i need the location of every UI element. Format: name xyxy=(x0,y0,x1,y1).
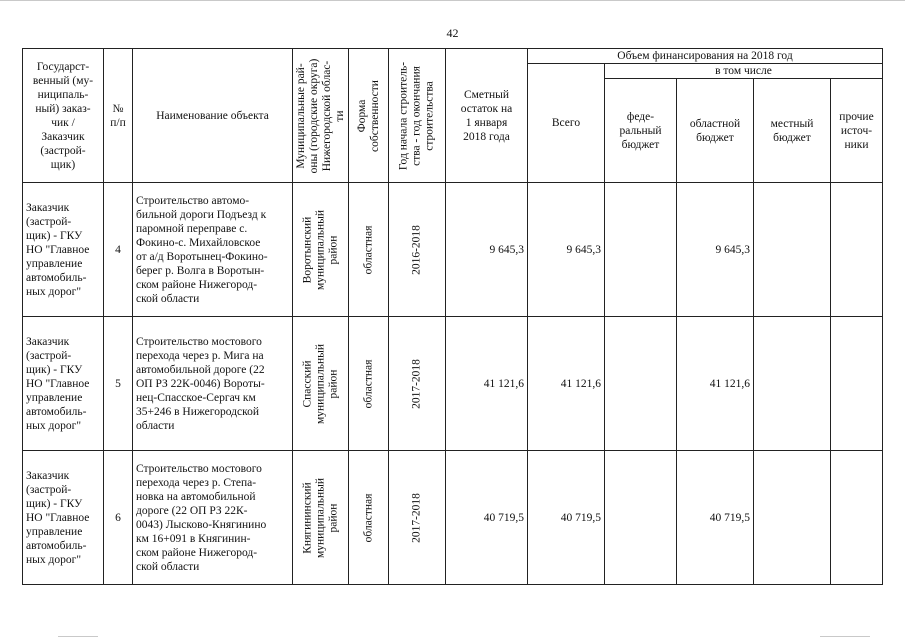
header-total: Всего xyxy=(528,64,605,183)
row-federal xyxy=(605,183,677,317)
row-local xyxy=(754,451,831,585)
row-ownership xyxy=(349,183,389,317)
row-ownership-text: областная xyxy=(362,493,374,542)
row-balance: 40 719,5 xyxy=(446,451,528,585)
row-federal xyxy=(605,451,677,585)
row-regional: 41 121,6 xyxy=(677,317,754,451)
row-customer: Заказчик (застрой- щик) - ГКУ НО "Главное управление автомобиль- ных дорог" xyxy=(23,451,104,585)
row-municipal xyxy=(293,183,349,317)
scan-artifact-bottom-left xyxy=(58,636,98,637)
scan-artifact-bottom-right xyxy=(820,636,870,637)
row-customer: Заказчик (застрой- щик) - ГКУ НО "Главное управление автомобиль- ных дорог" xyxy=(23,317,104,451)
header-object-name: Наименование объекта xyxy=(133,49,293,183)
row-years-text: 2016-2018 xyxy=(410,224,423,275)
row-object: Строительство мостового перехода через р. Степа- новка на автомобильной дороге (22 ОП РЗ 22К- 0043) Лысково-Княгинино км 16+091 в Княгинин- ском районе Нижегород- ской области xyxy=(133,451,293,585)
row-number: 6 xyxy=(104,451,133,585)
row-total: 9 645,3 xyxy=(528,183,605,317)
header-local-budget: местный бюджет xyxy=(754,79,831,183)
row-balance: 9 645,3 xyxy=(446,183,528,317)
header-other-sources: прочие источ- ники xyxy=(831,79,883,183)
row-years-text: 2017-2018 xyxy=(410,492,423,543)
row-municipal-line-1: Воротынский xyxy=(301,216,313,283)
header-customer: Государст- венный (му- ниципаль- ный) заказ- чик / Заказчик (застрой- щик) xyxy=(23,49,104,183)
row-regional: 9 645,3 xyxy=(677,183,754,317)
header-municipal xyxy=(293,49,349,183)
header-regional-budget: областной бюджет xyxy=(677,79,754,183)
header-municipal-line-1: Муниципальные рай- xyxy=(294,62,307,169)
header-years-line-2: ства - год окончания xyxy=(410,65,423,166)
header-years-line-3: строительства xyxy=(423,80,436,151)
row-municipal-line-3: район xyxy=(327,369,339,398)
row-local xyxy=(754,183,831,317)
scan-artifact-top xyxy=(0,0,905,1)
header-number-sign: № xyxy=(112,102,124,115)
table-row xyxy=(23,451,883,585)
header-number-pp: п/п xyxy=(110,116,126,129)
row-object: Строительство мостового перехода через р. Мига на автомобильной дороге (22 ОП РЗ 22К-0046) Вороты- нец-Спасское-Сергач км 35+246 в Нижегородской области xyxy=(133,317,293,451)
investment-table xyxy=(22,48,883,585)
header-federal-budget: феде- ральный бюджет xyxy=(605,79,677,183)
row-number: 4 xyxy=(104,183,133,317)
header-ownership-line-1: Форма xyxy=(355,99,368,132)
row-regional: 40 719,5 xyxy=(677,451,754,585)
header-municipal-line-3: Нижегородской облас- xyxy=(320,60,333,171)
page-number: 42 xyxy=(446,26,459,40)
row-ownership-text: областная xyxy=(362,225,374,274)
row-municipal xyxy=(293,451,349,585)
row-customer: Заказчик (застрой- щик) - ГКУ НО "Главное управление автомобиль- ных дорог" xyxy=(23,183,104,317)
row-municipal-line-3: район xyxy=(327,503,339,532)
row-municipal-line-1: Княгининский xyxy=(301,481,313,554)
header-including: в том числе xyxy=(605,64,883,79)
header-ownership-line-2: собственности xyxy=(368,79,381,152)
row-object: Строительство автомо- бильной дороги Подъезд к паромной переправе с. Фокино-с. Михайловское от а/д Воротынец-Фокино- берег р. Волга в Воротын- ском районе Нижегород- ской области xyxy=(133,183,293,317)
table-row xyxy=(23,317,883,451)
row-local xyxy=(754,317,831,451)
header-funding-title: Объем финансирования на 2018 год xyxy=(528,49,883,64)
row-municipal-line-2: муниципальный xyxy=(314,477,326,558)
row-total: 41 121,6 xyxy=(528,317,605,451)
row-ownership xyxy=(349,317,389,451)
row-other xyxy=(831,451,883,585)
header-number xyxy=(104,49,133,183)
row-years xyxy=(389,317,446,451)
header-municipal-line-4: ти xyxy=(333,109,346,122)
header-years xyxy=(389,49,446,183)
row-municipal-line-3: район xyxy=(327,235,339,264)
row-municipal-line-2: муниципальный xyxy=(314,209,326,290)
header-municipal-line-2: оны (городские округа) xyxy=(307,58,320,173)
row-ownership xyxy=(349,451,389,585)
row-balance: 41 121,6 xyxy=(446,317,528,451)
row-years xyxy=(389,183,446,317)
row-years-text: 2017-2018 xyxy=(410,358,423,409)
header-estimated-balance: Сметный остаток на 1 января 2018 года xyxy=(446,49,528,183)
header-ownership xyxy=(349,49,389,183)
row-municipal xyxy=(293,317,349,451)
row-federal xyxy=(605,317,677,451)
row-municipal-line-1: Спасский xyxy=(301,359,313,408)
row-total: 40 719,5 xyxy=(528,451,605,585)
row-number: 5 xyxy=(104,317,133,451)
table-row xyxy=(23,183,883,317)
row-other xyxy=(831,183,883,317)
row-years xyxy=(389,451,446,585)
row-other xyxy=(831,317,883,451)
row-municipal-line-2: муниципальный xyxy=(314,343,326,424)
header-years-line-1: Год начала строитель- xyxy=(397,61,410,170)
row-ownership-text: областная xyxy=(362,359,374,408)
